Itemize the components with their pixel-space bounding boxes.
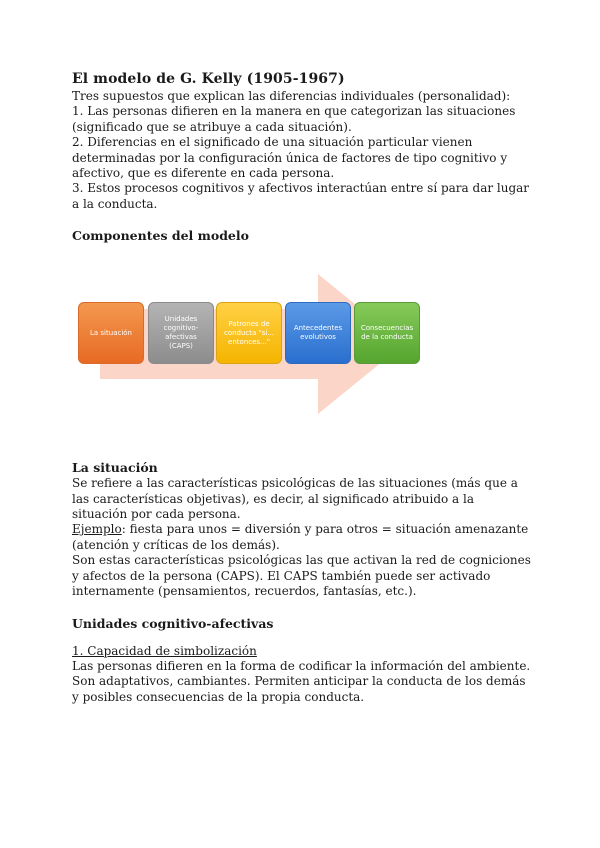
intro-item-1: 1. Las personas difieren en la manera en que categorizan las situaciones (significado que se atribuye a cada situación). xyxy=(72,104,516,134)
page-title: El modelo de G. Kelly (1905-1967) xyxy=(72,71,345,87)
situation-paragraph-2: Son estas características psicológicas las que activan la red de cogniciones y afectos de la persona (CAPS). El CAPS también puede ser activado internamente (pensamientos, recuerdos, fantasías, etc.). xyxy=(72,553,531,599)
box-consecuencias-de-la-conducta: Consecuencias de la conducta xyxy=(354,302,420,364)
units-subheading: 1. Capacidad de simbolización xyxy=(72,643,257,658)
box-la-situacion: La situación xyxy=(78,302,144,364)
intro-lead: Tres supuestos que explican las diferencias individuales (personalidad): xyxy=(72,89,511,103)
situation-example xyxy=(72,522,532,553)
units-heading: Unidades cognitivo-afectivas xyxy=(72,615,274,631)
units-paragraph: Las personas difieren en la forma de codificar la información del ambiente. Son adaptativos, cambiantes. Permiten anticipar la conducta de los demás y posibles consecuencias de la propia conducta. xyxy=(72,658,531,704)
intro-item-2: 2. Diferencias en el significado de una situación particular vienen determinadas por la configuración única de factores de tipo cognitivo y afectivo, que es diferente en cada persona. xyxy=(72,135,508,181)
box-unidades-cognitivo-afectivas: Unidades cognitivo-afectivas (CAPS) xyxy=(148,302,214,364)
intro-item-3: 3. Estos procesos cognitivos y afectivos interactúan entre sí para dar lugar a la conducta. xyxy=(72,181,530,211)
situation-paragraph-1: Se refiere a las características psicológicas de las situaciones (más que a las características objetivas), es decir, al significado atribuido a la situación por cada persona. xyxy=(72,476,518,522)
situation-heading: La situación xyxy=(72,460,158,476)
box-antecedentes-evolutivos: Antecedentes evolutivos xyxy=(285,302,351,364)
example-text: : fiesta para unos = diversión y para otros = situación amenazante (atención y críticas de los demás). xyxy=(72,522,529,552)
components-heading: Componentes del modelo xyxy=(72,228,249,244)
example-label: Ejemplo xyxy=(72,522,122,537)
box-patrones-de-conducta: Patrones de conducta "si... entonces..." xyxy=(216,302,282,364)
components-diagram xyxy=(72,254,532,454)
document-page xyxy=(72,70,532,705)
